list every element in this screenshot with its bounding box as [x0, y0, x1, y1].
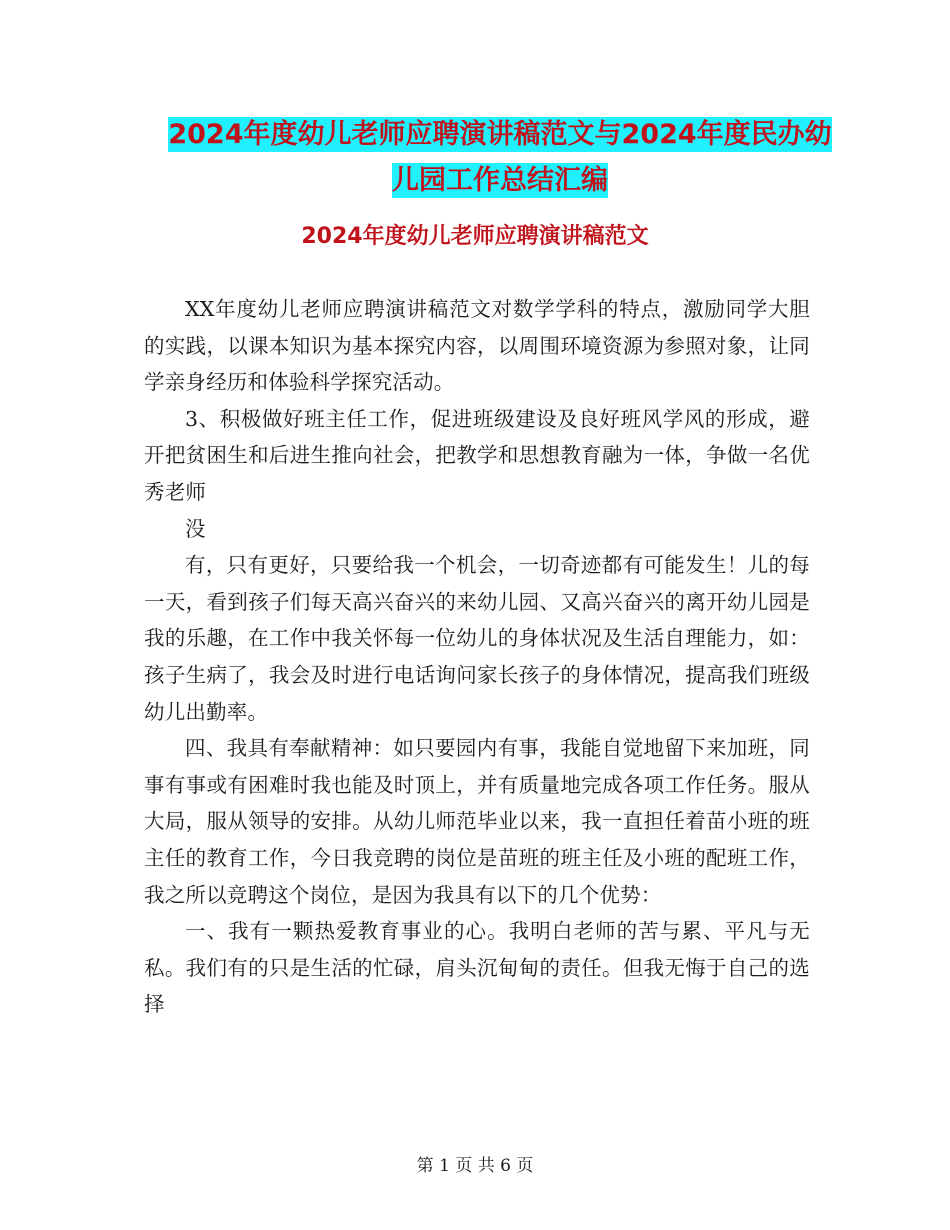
paragraph: 有，只有更好，只要给我一个机会，一切奇迹都有可能发生！儿的每一天，看到孩子们每天高兴奋兴的来幼儿园、又高兴奋兴的离开幼儿园是我的乐趣，在工作中我关怀每一位幼儿的身体状况及生活自理能力，如：孩子生病了，我会及时进行电话询问家长孩子的身体情况，提高我们班级幼儿出勤率。 — [144, 553, 810, 724]
paragraph: 四、我具有奉献精神：如只要园内有事，我能自觉地留下来加班，同事有事或有困难时我也能及时顶上，并有质量地完成各项工作任务。服从大局，服从领导的安排。从幼儿师范毕业以来，我一直担任着苗小班的班主任的教育工作，今日我竞聘的岗位是苗班的班主任及小班的配班工作，我之所以竞聘这个岗位，是因为我具有以下的几个优势： — [144, 736, 810, 907]
paragraph: 一、我有一颗热爱教育事业的心。我明白老师的苦与累、平凡与无私。我们有的只是生活的忙碌，肩头沉甸甸的责任。但我无悔于自己的选择 — [144, 919, 810, 1017]
document-title-line2: 儿园工作总结汇编 — [392, 165, 608, 196]
paragraph: 3、积极做好班主任工作，促进班级建设及良好班风学风的形成，避开把贫困生和后进生推向社会，把教学和思想教育融为一体，争做一名优秀老师 — [144, 406, 810, 504]
document-body — [144, 291, 810, 1023]
document-title-line1: 2024年度幼儿老师应聘演讲稿范文与2024年度民办幼 — [168, 119, 832, 150]
section-title: 2024年度幼儿老师应聘演讲稿范文 — [301, 224, 649, 249]
paragraph: XX年度幼儿老师应聘演讲稿范文对数学学科的特点，激励同学大胆的实践，以课本知识为基本探究内容，以周围环境资源为参照对象，让同学亲身经历和体验科学探究活动。 — [144, 297, 810, 395]
document-title — [120, 112, 880, 204]
paragraph: 没 — [185, 516, 206, 541]
page-footer: 第 1 页 共 6 页 — [416, 1156, 534, 1176]
